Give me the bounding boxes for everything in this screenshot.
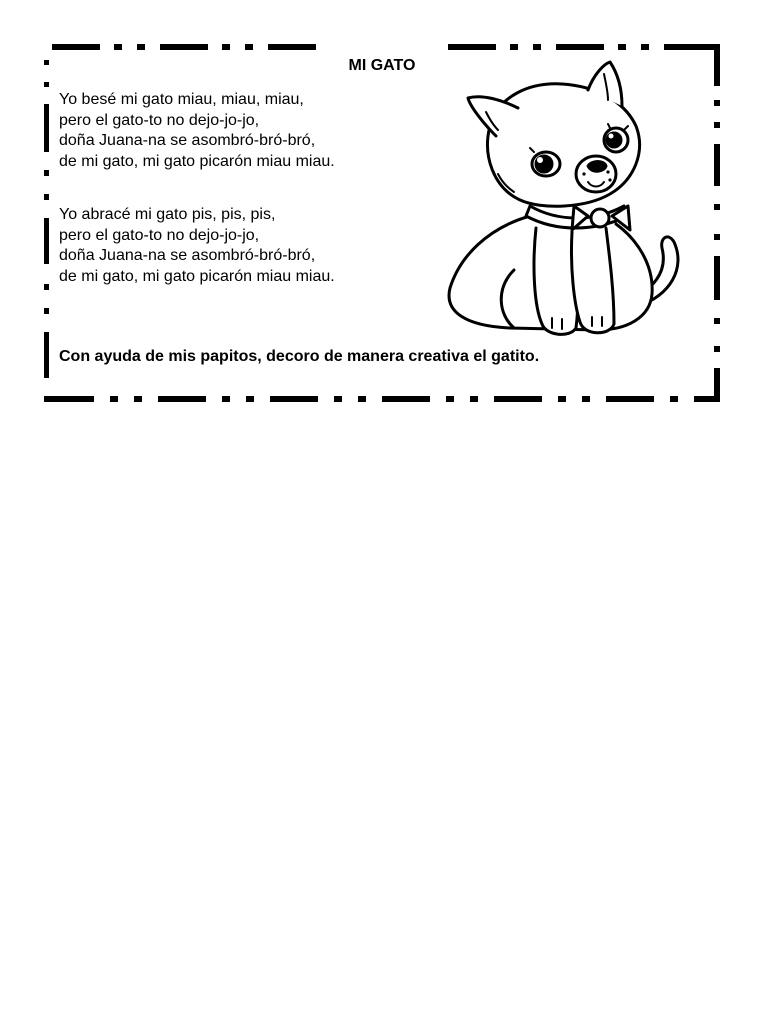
poem-line: Yo besé mi gato miau, miau, miau, bbox=[59, 91, 304, 108]
poem-line: de mi gato, mi gato picarón miau miau. bbox=[59, 267, 335, 285]
poem-line: de mi gato, mi gato picarón miau miau. bbox=[59, 152, 335, 170]
poem-line: doña Juana-na se asombró-bró-bró, bbox=[59, 247, 316, 264]
poem-stanza-2 bbox=[59, 205, 449, 287]
poem-title: MI GATO bbox=[348, 57, 416, 74]
kitten-coloring-page-icon bbox=[438, 56, 688, 341]
poem-line: doña Juana-na se asombró-bró-bró, bbox=[59, 132, 316, 149]
coloring-instruction: Con ayuda de mis papitos, decoro de manera creativa el gatito. bbox=[59, 348, 540, 365]
poem-stanza-1 bbox=[59, 90, 449, 172]
poem-line: pero el gato-to no dejo-jo-jo, bbox=[59, 111, 260, 129]
poem-line: Yo abracé mi gato pis, pis, pis, bbox=[59, 206, 276, 223]
poem-line: pero el gato-to no dejo-jo-jo, bbox=[59, 226, 260, 244]
